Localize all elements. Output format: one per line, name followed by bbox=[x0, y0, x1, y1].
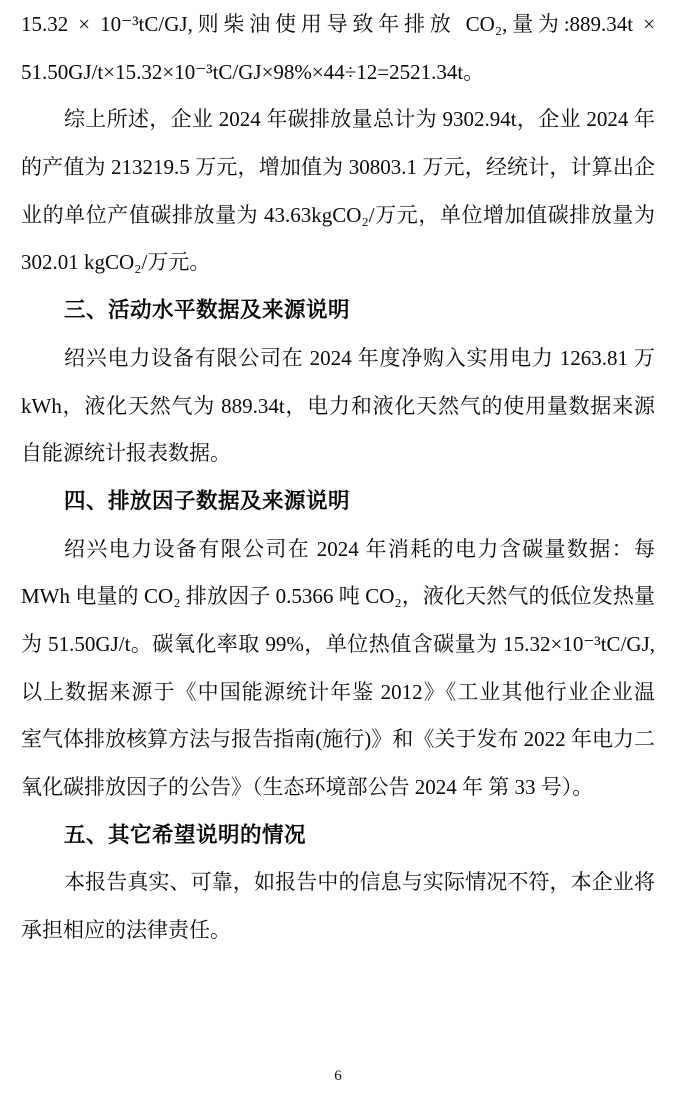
body-line: 绍兴电力设备有限公司在 2024 年度净购入实用电力 1263.81 万 bbox=[64, 345, 655, 370]
body-line: 业的单位产值碳排放量为 43.63kgCO₂/万元，单位增加值碳排放量为 bbox=[21, 202, 655, 227]
formula-line: 51.50GJ/t×15.32×10⁻³tC/GJ×98%×44÷12=2521.34t。 bbox=[21, 59, 485, 84]
body-line: 本报告真实、可靠，如报告中的信息与实际情况不符，本企业将 bbox=[64, 870, 655, 895]
body-line: MWh 电量的 CO₂ 排放因子 0.5366 吨 CO₂，液化天然气的低位发热量 bbox=[21, 584, 655, 609]
body-line: 氧化碳排放因子的公告》（生态环境部公告 2024 年 第 33 号）。 bbox=[21, 775, 594, 799]
section-heading-other-notes: 五、其它希望说明的情况 bbox=[64, 822, 307, 847]
body-line: 室气体排放核算方法与报告指南(施行)》和《关于发布 2022 年电力二 bbox=[21, 727, 655, 752]
body-line: 自能源统计报表数据。 bbox=[21, 441, 231, 466]
document-text-block bbox=[21, 1, 655, 955]
body-line: 为 51.50GJ/t。碳氧化率取 99%，单位热值含碳量为 15.32×10⁻³tC/GJ, bbox=[21, 631, 655, 656]
page-number: 6 bbox=[334, 1068, 342, 1084]
body-line: 302.01 kgCO₂/万元。 bbox=[21, 250, 211, 275]
body-line: 绍兴电力设备有限公司在 2024 年消耗的电力含碳量数据：每 bbox=[64, 536, 655, 561]
section-heading-activity-data: 三、活动水平数据及来源说明 bbox=[64, 298, 351, 323]
body-line: 以上数据来源于《中国能源统计年鉴 2012》《工业其他行业企业温 bbox=[21, 679, 655, 704]
formula-line: 15.32 × 10⁻³tC/GJ,则柴油使用导致年排放 CO₂,量为:889.34t × bbox=[21, 12, 655, 36]
section-heading-emission-factors: 四、排放因子数据及来源说明 bbox=[64, 488, 351, 513]
body-line: 的产值为 213219.5 万元，增加值为 30803.1 万元，经统计，计算出企 bbox=[21, 155, 655, 180]
body-line: 承担相应的法律责任。 bbox=[21, 918, 231, 943]
body-line: 综上所述，企业 2024 年碳排放量总计为 9302.94t，企业 2024 年 bbox=[64, 107, 655, 132]
body-line: kWh，液化天然气为 889.34t，电力和液化天然气的使用量数据来源 bbox=[21, 393, 655, 418]
